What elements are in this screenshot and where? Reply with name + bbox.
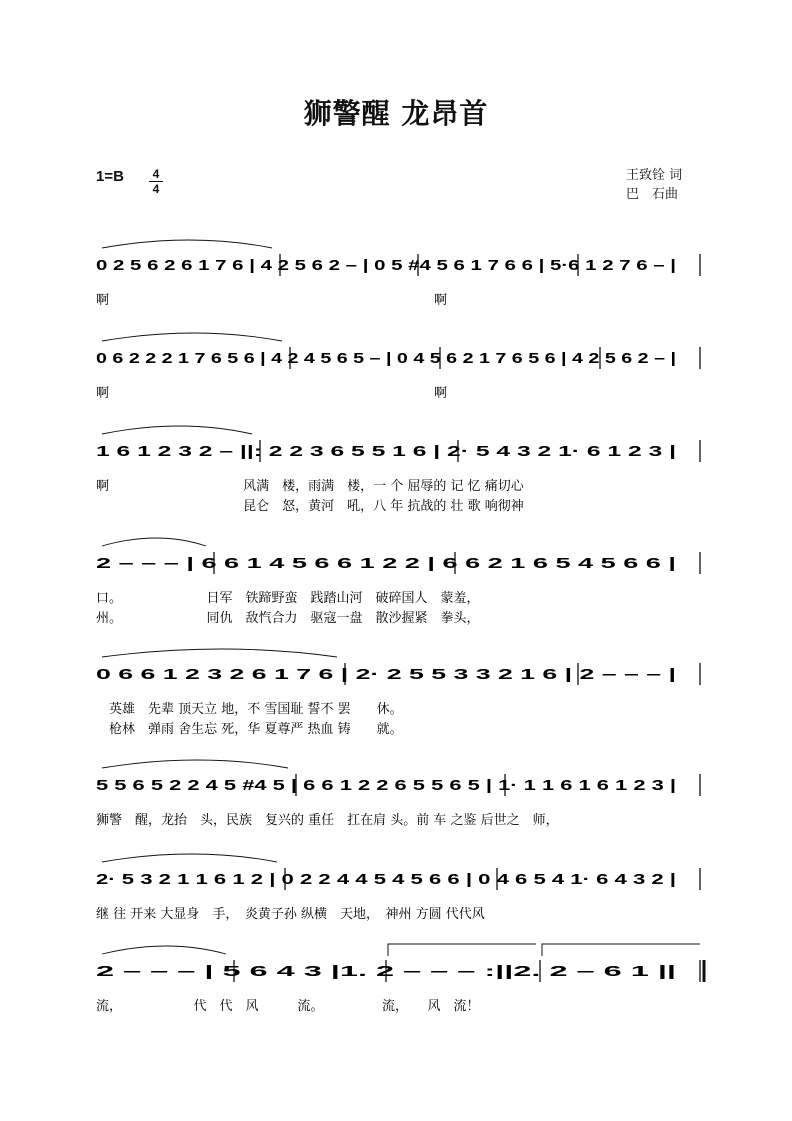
system-1 [96, 240, 700, 308]
volta-1 [388, 944, 536, 956]
system-5 [96, 649, 700, 737]
slur [102, 946, 226, 954]
notation-line: 1 6 1 2 3 2 – ||: 2 2 3 6 5 5 1 6 | 2· 5 4 3 2 1· 6 1 2 3 | [96, 443, 676, 460]
slur [102, 333, 282, 341]
volta-2 [542, 944, 700, 956]
slur [102, 760, 288, 768]
slur [102, 240, 272, 248]
lyric-line: 枪林 弹雨 舍生忘 死，华 夏尊严 热血 铸 就。 [96, 722, 403, 737]
key-signature: 1=B [96, 168, 124, 185]
notation-line: 2 – – – | 5 6 4 3 |1. 2 – – – :||2. 2 – 6 1 || [96, 963, 676, 980]
notation-line: 2 – – – | 6 6 1 4 5 6 6 1 2 2 | 6 6 2 1 6 5 4 5 6 6 | [96, 555, 676, 572]
lyricist: 王致铨 词 [626, 168, 683, 183]
notation-line: 5 5 6 5 2 2 4 5 #4 5 | 6 6 1 2 2 6 5 5 6 5 | 1· 1 1 6 1 6 1 2 3 | [96, 777, 676, 794]
slur [102, 538, 206, 546]
system-8 [96, 946, 700, 1014]
notation-line: 0 6 2 2 2 1 7 6 5 6 | 4 2 4 5 6 5 – | 0 4 5 6 2 1 7 6 5 6 | 4 2 5 6 2 – | [96, 350, 676, 367]
system-6 [96, 760, 700, 828]
slur [102, 649, 337, 657]
system-4 [96, 538, 700, 626]
lyric-line: 昆仑 怒，黄河 吼，八 年 抗战的 壮 歌 响彻神 [96, 499, 524, 514]
lyric-line: 州。 同仇 敌忾合力 驱寇一盘 散沙握紧 拳头， [96, 611, 480, 626]
lyric-line: 啊 啊 [96, 293, 448, 308]
lyric-line: 流， 代 代 风 流。 流， 风 流！ [96, 999, 480, 1014]
meter-bottom: 4 [152, 182, 160, 196]
system-2 [96, 333, 700, 401]
lyric-line: 口。 日军 铁蹄野蛮 践踏山河 破碎国人 蒙羞， [96, 591, 480, 606]
lyric-line: 英雄 先辈 顶天立 地，不 雪国耻 誓不 罢 休。 [96, 702, 403, 717]
notation-line: 0 2 5 6 2 6 1 7 6 | 4 2 5 6 2 – | 0 5 #4 5 6 1 7 6 6 | 5·6 1 2 7 6 – | [96, 257, 676, 274]
slur [102, 426, 252, 434]
lyric-line: 继 往 开来 大显身 手， 炎黄子孙 纵横 天地， 神州 方圆 代代风 [96, 907, 485, 922]
lyric-line: 狮警 醒，龙抬 头，民族 复兴的 重任 扛在肩 头。前 车 之鉴 后世之 师， [96, 813, 559, 828]
notation-line: 2· 5 3 2 1 1 6 1 2 | 0 2 2 4 4 5 4 5 6 6 | 0 4 6 5 4 1· 6 4 3 2 | [96, 871, 676, 888]
composer: 巴 石曲 [626, 187, 679, 202]
system-3 [96, 426, 700, 514]
lyric-line: 啊 风满 楼，雨满 楼，一 个 屈辱的 记 忆 痛切心 [96, 479, 524, 494]
notation-line: 0 6 6 1 2 3 2 6 1 7 6 | 2· 2 5 5 3 3 2 1 6 | 2 – – – | [96, 666, 676, 683]
system-7 [96, 854, 700, 922]
slur [102, 854, 277, 862]
meter-top: 4 [152, 167, 160, 181]
lyric-line: 啊 啊 [96, 386, 448, 401]
song-title: 狮警醒 龙昂首 [303, 97, 489, 130]
